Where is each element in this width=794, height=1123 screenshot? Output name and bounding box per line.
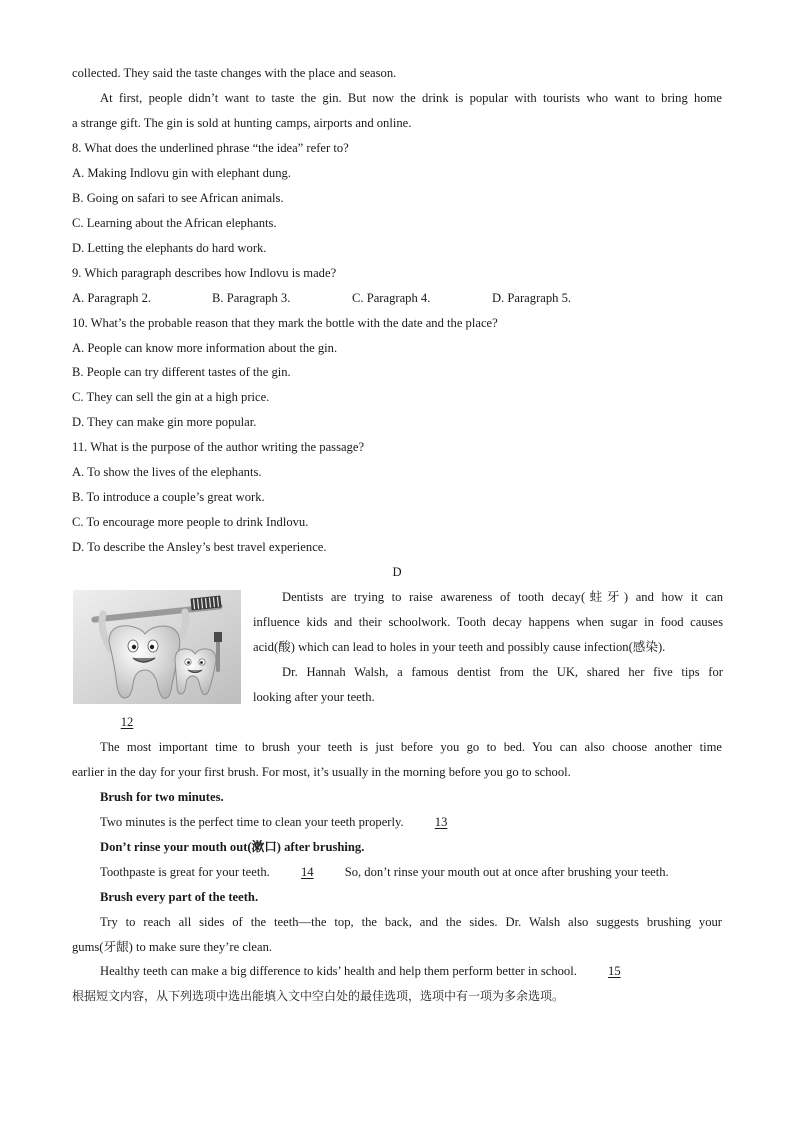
question-8-option-c: C. Learning about the African elephants. — [72, 216, 277, 230]
tip4-text-line: Try to reach all sides of the teeth—the top, the back, and the sides. Dr. Walsh also suggests brushing your — [100, 915, 722, 929]
question-11-stem: 11. What is the purpose of the author writing the passage? — [72, 440, 365, 454]
question-10-option-d: D. They can make gin more popular. — [72, 415, 257, 429]
question-9-option-a: A. Paragraph 2. — [72, 291, 152, 305]
passage-d-intro-line: Dr. Hannah Walsh, a famous dentist from the UK, shared her five tips for — [282, 665, 723, 679]
closing-text — [100, 963, 642, 979]
question-10-option-b: B. People can try different tastes of the gin. — [72, 365, 291, 379]
tip4-text-line: gums(牙龈) to make sure they’re clean. — [72, 940, 273, 954]
question-8-stem: 8. What does the underlined phrase “the idea” refer to? — [72, 141, 349, 155]
blank-12: 12 — [120, 715, 134, 729]
question-8-option-d: D. Letting the elephants do hard work. — [72, 241, 267, 255]
tip3-heading: Don’t rinse your mouth out(漱口) after brushing. — [100, 840, 365, 854]
closing-sentence: Healthy teeth can make a big difference to kids’ health and help them perform better in school. — [100, 964, 577, 978]
blank-13: 13 — [434, 815, 448, 829]
question-8-option-a: A. Making Indlovu gin with elephant dung. — [72, 166, 291, 180]
question-10-option-a: A. People can know more information about the gin. — [72, 341, 338, 355]
tooth-cartoon-image — [73, 590, 241, 704]
passage-c-paragraph-line: a strange gift. The gin is sold at hunting camps, airports and online. — [72, 116, 412, 130]
question-10-stem: 10. What’s the probable reason that they mark the bottle with the date and the place? — [72, 316, 498, 330]
tip1-text-line: The most important time to brush your teeth is just before you go to bed. You can also choose another time — [100, 740, 722, 754]
tip1-text-line: earlier in the day for your first brush. For most, it’s usually in the morning before you go to school. — [72, 765, 571, 779]
tip3-text — [100, 864, 669, 880]
question-8-option-b: B. Going on safari to see African animals. — [72, 191, 284, 205]
passage-d-intro-line: acid(酸) which can lead to holes in your teeth and possibly cause infection(感染). — [253, 640, 666, 654]
passage-d-intro-line: looking after your teeth. — [253, 690, 375, 704]
blank-14: 14 — [300, 865, 314, 879]
tip2-sentence: Two minutes is the perfect time to clean your teeth properly. — [100, 815, 404, 829]
question-11-option-d: D. To describe the Ansley’s best travel experience. — [72, 540, 327, 554]
tip3-sentence-before: Toothpaste is great for your teeth. — [100, 865, 270, 879]
tip4-heading: Brush every part of the teeth. — [100, 890, 259, 904]
question-11-option-a: A. To show the lives of the elephants. — [72, 465, 262, 479]
question-11-option-b: B. To introduce a couple’s great work. — [72, 490, 265, 504]
passage-c-continuation: collected. They said the taste changes with the place and season. — [72, 66, 397, 80]
tip3-sentence-after: So, don’t rinse your mouth out at once after brushing your teeth. — [344, 865, 669, 879]
question-9-option-d: D. Paragraph 5. — [492, 291, 572, 305]
blank-15: 15 — [608, 964, 621, 978]
passage-d-intro-line: Dentists are trying to raise awareness of tooth decay(蛀牙) and how it can — [282, 590, 723, 604]
passage-d-letter: D — [392, 565, 402, 579]
instruction-text: 根据短文内容，从下列选项中选出能填入文中空白处的最佳选项，选项中有一项为多余选项。 — [72, 989, 565, 1003]
question-10-option-c: C. They can sell the gin at a high price. — [72, 390, 270, 404]
passage-c-paragraph-line: At first, people didn’t want to taste the gin. But now the drink is popular with tourists who want to bring home — [100, 91, 722, 105]
question-9-option-c: C. Paragraph 4. — [352, 291, 431, 305]
question-9-option-b: B. Paragraph 3. — [212, 291, 291, 305]
tip2-heading: Brush for two minutes. — [100, 790, 224, 804]
passage-d-intro-line: influence kids and their schoolwork. Tooth decay happens when sugar in food causes — [253, 615, 723, 629]
question-11-option-c: C. To encourage more people to drink Indlovu. — [72, 515, 309, 529]
question-9-stem: 9. Which paragraph describes how Indlovu is made? — [72, 266, 337, 280]
blank-12-line — [100, 714, 154, 730]
tip2-text — [100, 814, 469, 830]
